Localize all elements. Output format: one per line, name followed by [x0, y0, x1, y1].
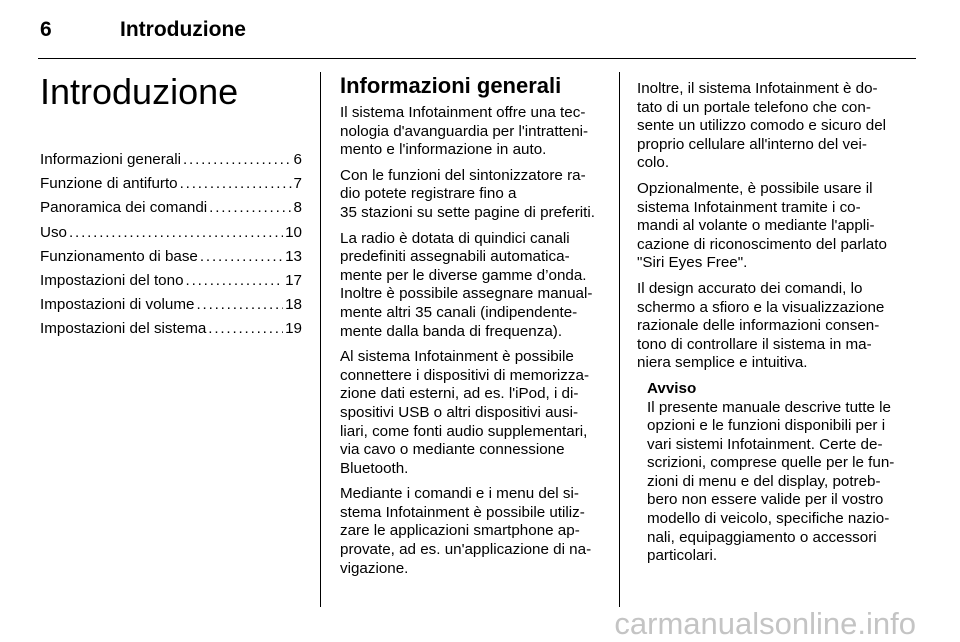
text-line: mente dalla banda di frequenza). [340, 322, 563, 340]
text-line: "Siri Eyes Free". [637, 254, 748, 272]
text-line: liari, come fonti audio supplementari, [340, 422, 588, 440]
body-paragraph [340, 167, 605, 223]
note-line: Il presente manuale descrive tutte le [647, 398, 891, 416]
text-line: via cavo o mediante connessione [340, 441, 565, 459]
toc-leader [196, 293, 283, 317]
toc-leader [180, 172, 292, 196]
toc-page: 10 [285, 223, 302, 241]
text-line: proprio cellulare all'interno del vei- [637, 135, 867, 153]
toc-label: Funzione di antifurto [40, 175, 178, 193]
text-line: Mediante i comandi e i menu del si- [340, 485, 579, 503]
toc-entry[interactable] [40, 293, 302, 317]
text-line: Al sistema Infotainment è possibile [340, 348, 574, 366]
toc-leader [209, 196, 291, 220]
toc-label: Panoramica dei comandi [40, 199, 208, 217]
toc-entry[interactable] [40, 245, 302, 269]
note-line: zioni di menu e del display, potreb- [647, 472, 881, 490]
body-paragraph [637, 180, 903, 273]
text-line: Inoltre è possibile assegnare manual- [340, 285, 593, 303]
text-line: zione dati esterni, ad es. l'iPod, i di- [340, 385, 579, 403]
text-line: connettere i dispositivi di memorizza- [340, 366, 589, 384]
toc-entry[interactable] [40, 172, 302, 196]
text-line: dio potete registrare fino a [340, 185, 517, 203]
toc-entry[interactable] [40, 148, 302, 172]
toc-label: Impostazioni del tono [40, 272, 184, 290]
text-line: Il design accurato dei comandi, lo [637, 279, 863, 297]
page-number: 6 [40, 18, 52, 41]
body-paragraph [340, 485, 605, 578]
text-line: schermo a sfioro e la visualizzazione [637, 298, 885, 316]
note-heading: Avviso [647, 379, 697, 397]
text-line: 35 stazioni su sette pagine di preferiti. [340, 203, 595, 221]
toc-entry[interactable] [40, 317, 302, 341]
text-line: predefiniti assegnabili automatica- [340, 248, 570, 266]
toc-leader [208, 317, 283, 341]
text-line: cazione di riconoscimento del parlato [637, 235, 887, 253]
toc-entry[interactable] [40, 221, 302, 245]
header-title: Introduzione [120, 18, 246, 41]
body-paragraph [340, 104, 605, 160]
text-line: sistema Infotainment tramite i co- [637, 198, 861, 216]
body-paragraph [340, 230, 605, 342]
column-divider-left [320, 72, 321, 607]
watermark: carmanualsonline.info [614, 606, 916, 641]
header-rule [38, 58, 916, 59]
text-line: razionale delle informazioni consen- [637, 317, 880, 335]
text-line: nologia d'avanguardia per l'intratteni- [340, 122, 589, 140]
text-line: Bluetooth. [340, 459, 409, 477]
chapter-title: Introduzione [40, 71, 239, 112]
toc-label: Funzionamento di base [40, 247, 198, 265]
note-box [637, 380, 903, 566]
body-paragraph [637, 280, 903, 373]
text-line: Con le funzioni del sintonizzatore ra- [340, 166, 586, 184]
body-paragraph [340, 348, 605, 478]
section-title: Informazioni generali [340, 73, 562, 98]
text-line: tato di un portale telefono che con- [637, 98, 871, 116]
table-of-contents [40, 148, 302, 342]
toc-page: 8 [293, 199, 302, 217]
toc-page: 6 [293, 151, 302, 168]
body-paragraph [637, 80, 903, 173]
toc-page: 13 [285, 247, 302, 265]
text-line: Opzionalmente, è possibile usare il [637, 179, 873, 197]
text-line: mente per le diverse gamme d’onda. [340, 266, 587, 284]
note-line: modello di veicolo, specifiche nazio- [647, 510, 890, 528]
toc-entry[interactable] [40, 196, 302, 220]
toc-leader [183, 148, 292, 172]
text-line: La radio è dotata di quindici canali [340, 229, 570, 247]
body-column-right [637, 80, 903, 566]
text-line: provate, ad es. un'applicazione di na- [340, 541, 592, 559]
note-line: bero non essere valide per il vostro [647, 491, 884, 509]
text-line: Il sistema Infotainment offre una tec- [340, 104, 586, 121]
toc-page: 19 [285, 320, 302, 338]
toc-label: Impostazioni del sistema [40, 320, 207, 338]
text-line: mente altri 35 canali (indipendente- [340, 303, 578, 321]
toc-leader [69, 221, 283, 245]
text-line: Inoltre, il sistema Infotainment è do- [637, 80, 878, 97]
toc-leader [200, 245, 283, 269]
toc-page: 17 [285, 272, 302, 290]
toc-label: Informazioni generali [40, 151, 181, 168]
note-line: scrizioni, comprese quelle per le fun- [647, 454, 895, 472]
text-line: colo. [637, 154, 670, 172]
text-line: zare le applicazioni smartphone ap- [340, 522, 580, 540]
toc-entry[interactable] [40, 269, 302, 293]
toc-page: 7 [293, 175, 302, 193]
note-line: vari sistemi Infotainment. Certe de- [647, 435, 883, 453]
text-line: sente un utilizzo comodo e sicuro del [637, 117, 887, 135]
toc-page: 18 [285, 296, 302, 314]
note-line: particolari. [647, 547, 718, 565]
note-line: opzioni e le funzioni disponibili per i [647, 417, 886, 435]
toc-label: Impostazioni di volume [40, 296, 195, 314]
text-line: mento e l'informazione in auto. [340, 141, 547, 159]
text-line: tono di controllare il sistema in ma- [637, 335, 872, 353]
note-line: nali, equipaggiamento o accessori [647, 528, 877, 546]
text-line: spositivi USB o altri dispositivi ausi- [340, 403, 579, 421]
text-line: niera semplice e intuitiva. [637, 354, 808, 372]
text-line: vigazione. [340, 559, 409, 577]
toc-leader [186, 269, 284, 293]
toc-label: Uso [40, 223, 68, 241]
body-column-middle [340, 104, 605, 585]
text-line: mandi al volante o mediante l'appli- [637, 217, 875, 235]
column-divider-right [619, 72, 620, 607]
text-line: stema Infotainment è possibile utiliz- [340, 503, 585, 521]
